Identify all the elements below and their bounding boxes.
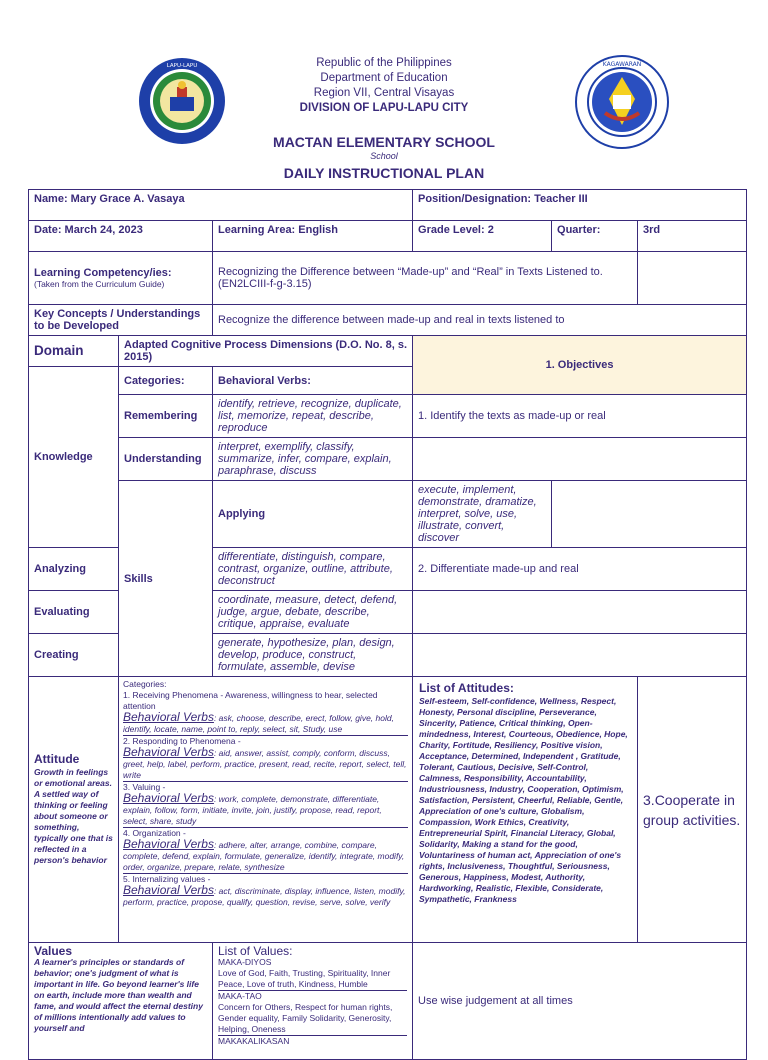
values-description: A learner's principles or standards of behavior; one's judgment of what is important in life. Go beyond learner's life on earth, include more than wealth and fame, and would affect the eternal destiny of millions intentionally add values to yourself and — [34, 957, 203, 1033]
values-label: Values — [34, 944, 73, 958]
verbs-understanding: interpret, exemplify, classify, summarize, infer, compare, explain, paraphrase, discuss — [213, 438, 413, 481]
objective-3: 3.Cooperate in group activities. — [638, 677, 747, 943]
competency-label-cell — [29, 252, 213, 305]
values-group-2-title: MAKA-TAO — [218, 990, 407, 1002]
bv-label: Behavioral Verbs — [123, 791, 214, 805]
categories-header: Categories: — [119, 367, 213, 395]
attitude-item-4-title: 4. Organization - — [123, 827, 408, 839]
attitude-label: Attitude — [34, 752, 80, 766]
values-list-label: List of Values: — [218, 944, 293, 958]
category-applying: Applying — [213, 481, 413, 548]
learning-area: Learning Area: English — [213, 221, 413, 252]
header-line-3: Region VII, Central Visayas — [313, 87, 455, 99]
category-understanding: Understanding — [119, 438, 213, 481]
office-header — [0, 56, 768, 116]
values-group-1-title: MAKA-DIYOS — [218, 957, 272, 967]
values-group-1-text: Love of God, Faith, Trusting, Spirituality, Inner Peace, Love of truth, Kindness, Humble — [218, 968, 391, 989]
bv-label: Behavioral Verbs — [123, 745, 214, 759]
school-label: School — [370, 151, 398, 161]
attitude-item-1-verbs: : ask, choose, describe, erect, follow, give, hold, identify, locate, name, point to, reply, select, sit, Study, use — [123, 713, 394, 734]
lesson-date: Date: March 24, 2023 — [29, 221, 213, 252]
objective-4: Use wise judgement at all times — [413, 943, 747, 1060]
values-group-2-text: Concern for Others, Respect for human rights, Gender equality, Family Solidarity, Generosity, Helping, Oneness — [218, 1002, 393, 1034]
dimensions-header: Adapted Cognitive Process Dimensions (D.O. No. 8, s. 2015) — [119, 336, 413, 367]
attitude-label-cell — [29, 677, 119, 943]
objective-2: 2. Differentiate made-up and real — [413, 548, 747, 591]
objective-applying — [552, 481, 747, 548]
category-creating: Creating — [29, 634, 119, 677]
verbs-analyzing: differentiate, distinguish, compare, contrast, organize, outline, attribute, deconstruct — [213, 548, 413, 591]
behavioral-verbs-header: Behavioral Verbs: — [213, 367, 413, 395]
instructional-plan-table — [28, 189, 747, 1060]
teacher-name: Name: Mary Grace A. Vasaya — [29, 190, 413, 221]
verbs-remembering: identify, retrieve, recognize, duplicate, list, memorize, repeat, describe, reproduce — [213, 395, 413, 438]
values-label-cell — [29, 943, 213, 1060]
skills-label: Skills — [119, 481, 213, 677]
domain-header: Domain — [29, 336, 119, 367]
attitude-item-3-verbs: : work, complete, demonstrate, differentiate, explain, follow, form, initiate, invite, join, justify, propose, read, report, select, share, study — [123, 794, 382, 826]
values-list-cell — [213, 943, 413, 1060]
quarter-value: 3rd — [638, 221, 747, 252]
seal-text: KAGAWARAN — [602, 61, 642, 68]
attitude-item-1-title: 1. Receiving Phenomena - Awareness, willingness to hear, selected attention — [123, 690, 378, 711]
bv-label: Behavioral Verbs — [123, 883, 214, 897]
values-group-3-title: MAKAKALIKASAN — [218, 1035, 407, 1047]
seal-text: LAPU-LAPU — [166, 63, 198, 69]
objectives-header: 1. Objectives — [413, 336, 747, 395]
attitude-categories-cell — [119, 677, 413, 943]
attitude-item-5-verbs: : act, discriminate, display, influence, listen, modify, perform, practice, propose, qualify, question, revise, serve, solve, verify — [123, 886, 406, 907]
school-name: MACTAN ELEMENTARY SCHOOL — [273, 134, 495, 150]
attitudes-list-cell — [413, 677, 638, 943]
grade-level: Grade Level: 2 — [413, 221, 552, 252]
attitude-item-2-verbs: : aid, answer, assist, comply, conform, discuss, greet, help, label, perform, practice, present, read, recite, report, select, tell, write — [123, 748, 407, 780]
attitude-item-5-title: 5. Internalizing values - — [123, 873, 408, 885]
attitude-item-2-title: 2. Responding to Phenomena - — [123, 735, 408, 747]
key-concepts-text: Recognize the difference between made-up and real in texts listened to — [213, 305, 747, 336]
header-line-1: Republic of the Philippines — [316, 57, 452, 69]
bv-label: Behavioral Verbs — [123, 837, 214, 851]
category-evaluating: Evaluating — [29, 591, 119, 634]
competency-label: Learning Competency/ies: — [34, 266, 172, 279]
competency-blank — [638, 252, 747, 305]
category-analyzing: Analyzing — [29, 548, 119, 591]
objective-understanding — [413, 438, 747, 481]
attitude-item-3-title: 3. Valuing - — [123, 781, 408, 793]
attitudes-list-text: Self-esteem, Self-confidence, Wellness, Respect, Honesty, Personal discipline, Perseverance, Sincerity, Patience, Critical thinking, Open-mindedness, Interest, Courteous, Obedience, Hope, Charity, Fortitude, Resiliency, Positive vision, Acceptance, Determined, Independent , Gratitude, Tolerant, Cautious, Decisive, Self-Control, Calmness, Responsibility, Accountability, Industriousness, Industry, Cooperation, Optimism, Satisfaction, Persistent, Cheerful, Reliable, Gentle, Appreciation of one's culture, Globalism, Compassion, Work Ethics, Creativity, Entrepreneurial Spirit, Financial Literacy, Global, Solidarity, Making a stand for the good, Voluntariness of human act, Appreciation of one's rights, Inclusiveness, Thoughtful, Seriousness, Generous, Happiness, Modest, Authority, Hardworking, Realistic, Flexible, Considerate, Sympathetic, Frankness — [419, 696, 628, 904]
bv-label: Behavioral Verbs — [123, 710, 214, 724]
attitude-item-4-verbs: : adhere, alter, arrange, combine, compare, complete, defend, explain, formulate, generalize, identify, integrate, modify, order, organize, prepare, relate, synthesize — [123, 840, 405, 872]
attitude-description: Growth in feelings or emotional areas. A settled way of thinking or feeling about someone or something, typically one that is reflected in a person's behavior — [34, 767, 113, 865]
knowledge-label: Knowledge — [29, 367, 119, 548]
competency-sublabel: (Taken from the Curriculum Guide) — [34, 278, 165, 289]
objective-creating — [413, 634, 747, 677]
competency-text: Recognizing the Difference between “Made-up” and “Real” in Texts Listened to. (EN2LCIII-f-g-3.15) — [213, 252, 638, 305]
quarter-label: Quarter: — [552, 221, 638, 252]
attitudes-list-label: List of Attitudes: — [419, 681, 514, 695]
verbs-creating: generate, hypothesize, plan, design, develop, produce, construct, formulate, assemble, devise — [213, 634, 413, 677]
verbs-evaluating: coordinate, measure, detect, defend, judge, argue, debate, describe, critique, appraise, evaluate — [213, 591, 413, 634]
header-line-4: DIVISION OF LAPU-LAPU CITY — [299, 102, 469, 114]
objective-1: 1. Identify the texts as made-up or real — [413, 395, 747, 438]
plan-title: DAILY INSTRUCTIONAL PLAN — [283, 165, 485, 181]
key-concepts-label: Key Concepts / Understandings to be Developed — [29, 305, 213, 336]
header-line-2: Department of Education — [320, 72, 448, 84]
teacher-position: Position/Designation: Teacher III — [413, 190, 747, 221]
attitude-categories-label: Categories: — [123, 679, 167, 689]
objective-evaluating — [413, 591, 747, 634]
verbs-applying: execute, implement, demonstrate, dramatize, interpret, solve, use, illustrate, convert, discover — [413, 481, 552, 548]
category-remembering: Remembering — [119, 395, 213, 438]
